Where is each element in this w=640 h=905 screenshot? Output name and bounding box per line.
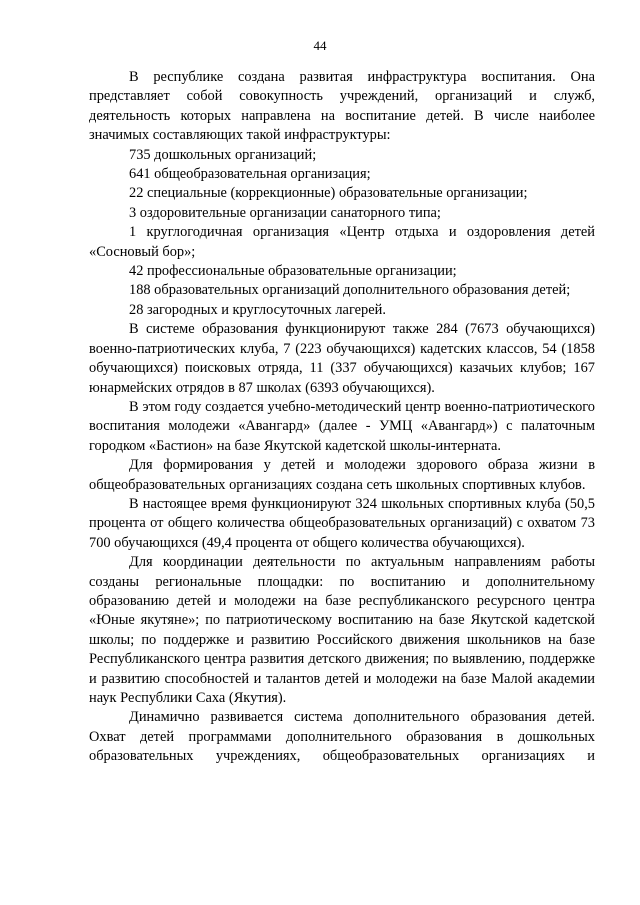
paragraph-additional-education: Динамично развивается система дополнительного образования детей. Охват детей программами дополнительного образования в дошкольных образовательных учреждениях, общеобразовательных организациях и bbox=[89, 709, 595, 765]
list-item-special-education: 22 специальные (коррекционные) образовательные организации; bbox=[129, 185, 528, 202]
page-number: 44 bbox=[313, 38, 327, 53]
list-item-recreation-center: 1 круглогодичная организация «Центр отдыха и оздоровления детей «Сосновый бор»; bbox=[89, 224, 595, 260]
document-body bbox=[89, 68, 595, 767]
list-item-general-education: 641 общеобразовательная организация; bbox=[129, 166, 371, 183]
list-item-professional-education: 42 профессиональные образовательные организации; bbox=[129, 263, 457, 280]
paragraph-sports-clubs: В настоящее время функционируют 324 школьных спортивных клуба (50,5 процента от общего количества общеобразовательных организаций) с охватом 73 700 обучающихся (49,4 процента от общего количества обучающихся). bbox=[89, 495, 595, 551]
paragraph-regional-platforms: Для координации деятельности по актуальным направлениям работы созданы региональные площадки: по воспитанию и дополнительному образованию детей и молодежи на базе республиканского ресурсного центра «Юные якутяне»; по патриотическому воспитанию на базе Якутской кадетской школы; по поддержке и развитию Российского движения школьников на базе Республиканского центра развития детского движения; по выявлению, поддержке и развитию способностей и талантов детей и молодежи на базе Малой академии наук Республики Саха (Якутия). bbox=[89, 554, 595, 706]
list-item-camps: 28 загородных и круглосуточных лагерей. bbox=[129, 301, 386, 318]
list-item-preschool: 735 дошкольных организаций; bbox=[129, 146, 317, 163]
list-item-sanatorium: 3 оздоровительные организации санаторного типа; bbox=[129, 204, 441, 221]
paragraph-healthy-lifestyle: Для формирования у детей и молодежи здорового образа жизни в общеобразовательных организациях создана сеть школьных спортивных клубов. bbox=[89, 457, 595, 493]
list-item-additional-education: 188 образовательных организаций дополнительного образования детей; bbox=[129, 282, 571, 299]
paragraph-avangard: В этом году создается учебно-методический центр военно-патриотического воспитания молодежи «Авангард» (далее - УМЦ «Авангард») с палаточным городком «Бастион» на базе Якутской кадетской школы-интерната. bbox=[89, 398, 595, 454]
paragraph-clubs: В системе образования функционируют также 284 (7673 обучающихся) военно-патриотических клуба, 7 (223 обучающихся) кадетских классов, 54 (1858 обучающихся) поисковых отряда, 11 (337 обучающихся) казачьих клубов; 167 юнармейских отрядов в 87 школах (6393 обучающихся). bbox=[89, 321, 595, 396]
paragraph-infrastructure-intro: В республике создана развитая инфраструктура воспитания. Она представляет собой совокупность учреждений, организаций и служб, деятельность которых направлена на воспитание детей. В числе наиболее значимых составляющих такой инфраструктуры: bbox=[89, 69, 595, 144]
